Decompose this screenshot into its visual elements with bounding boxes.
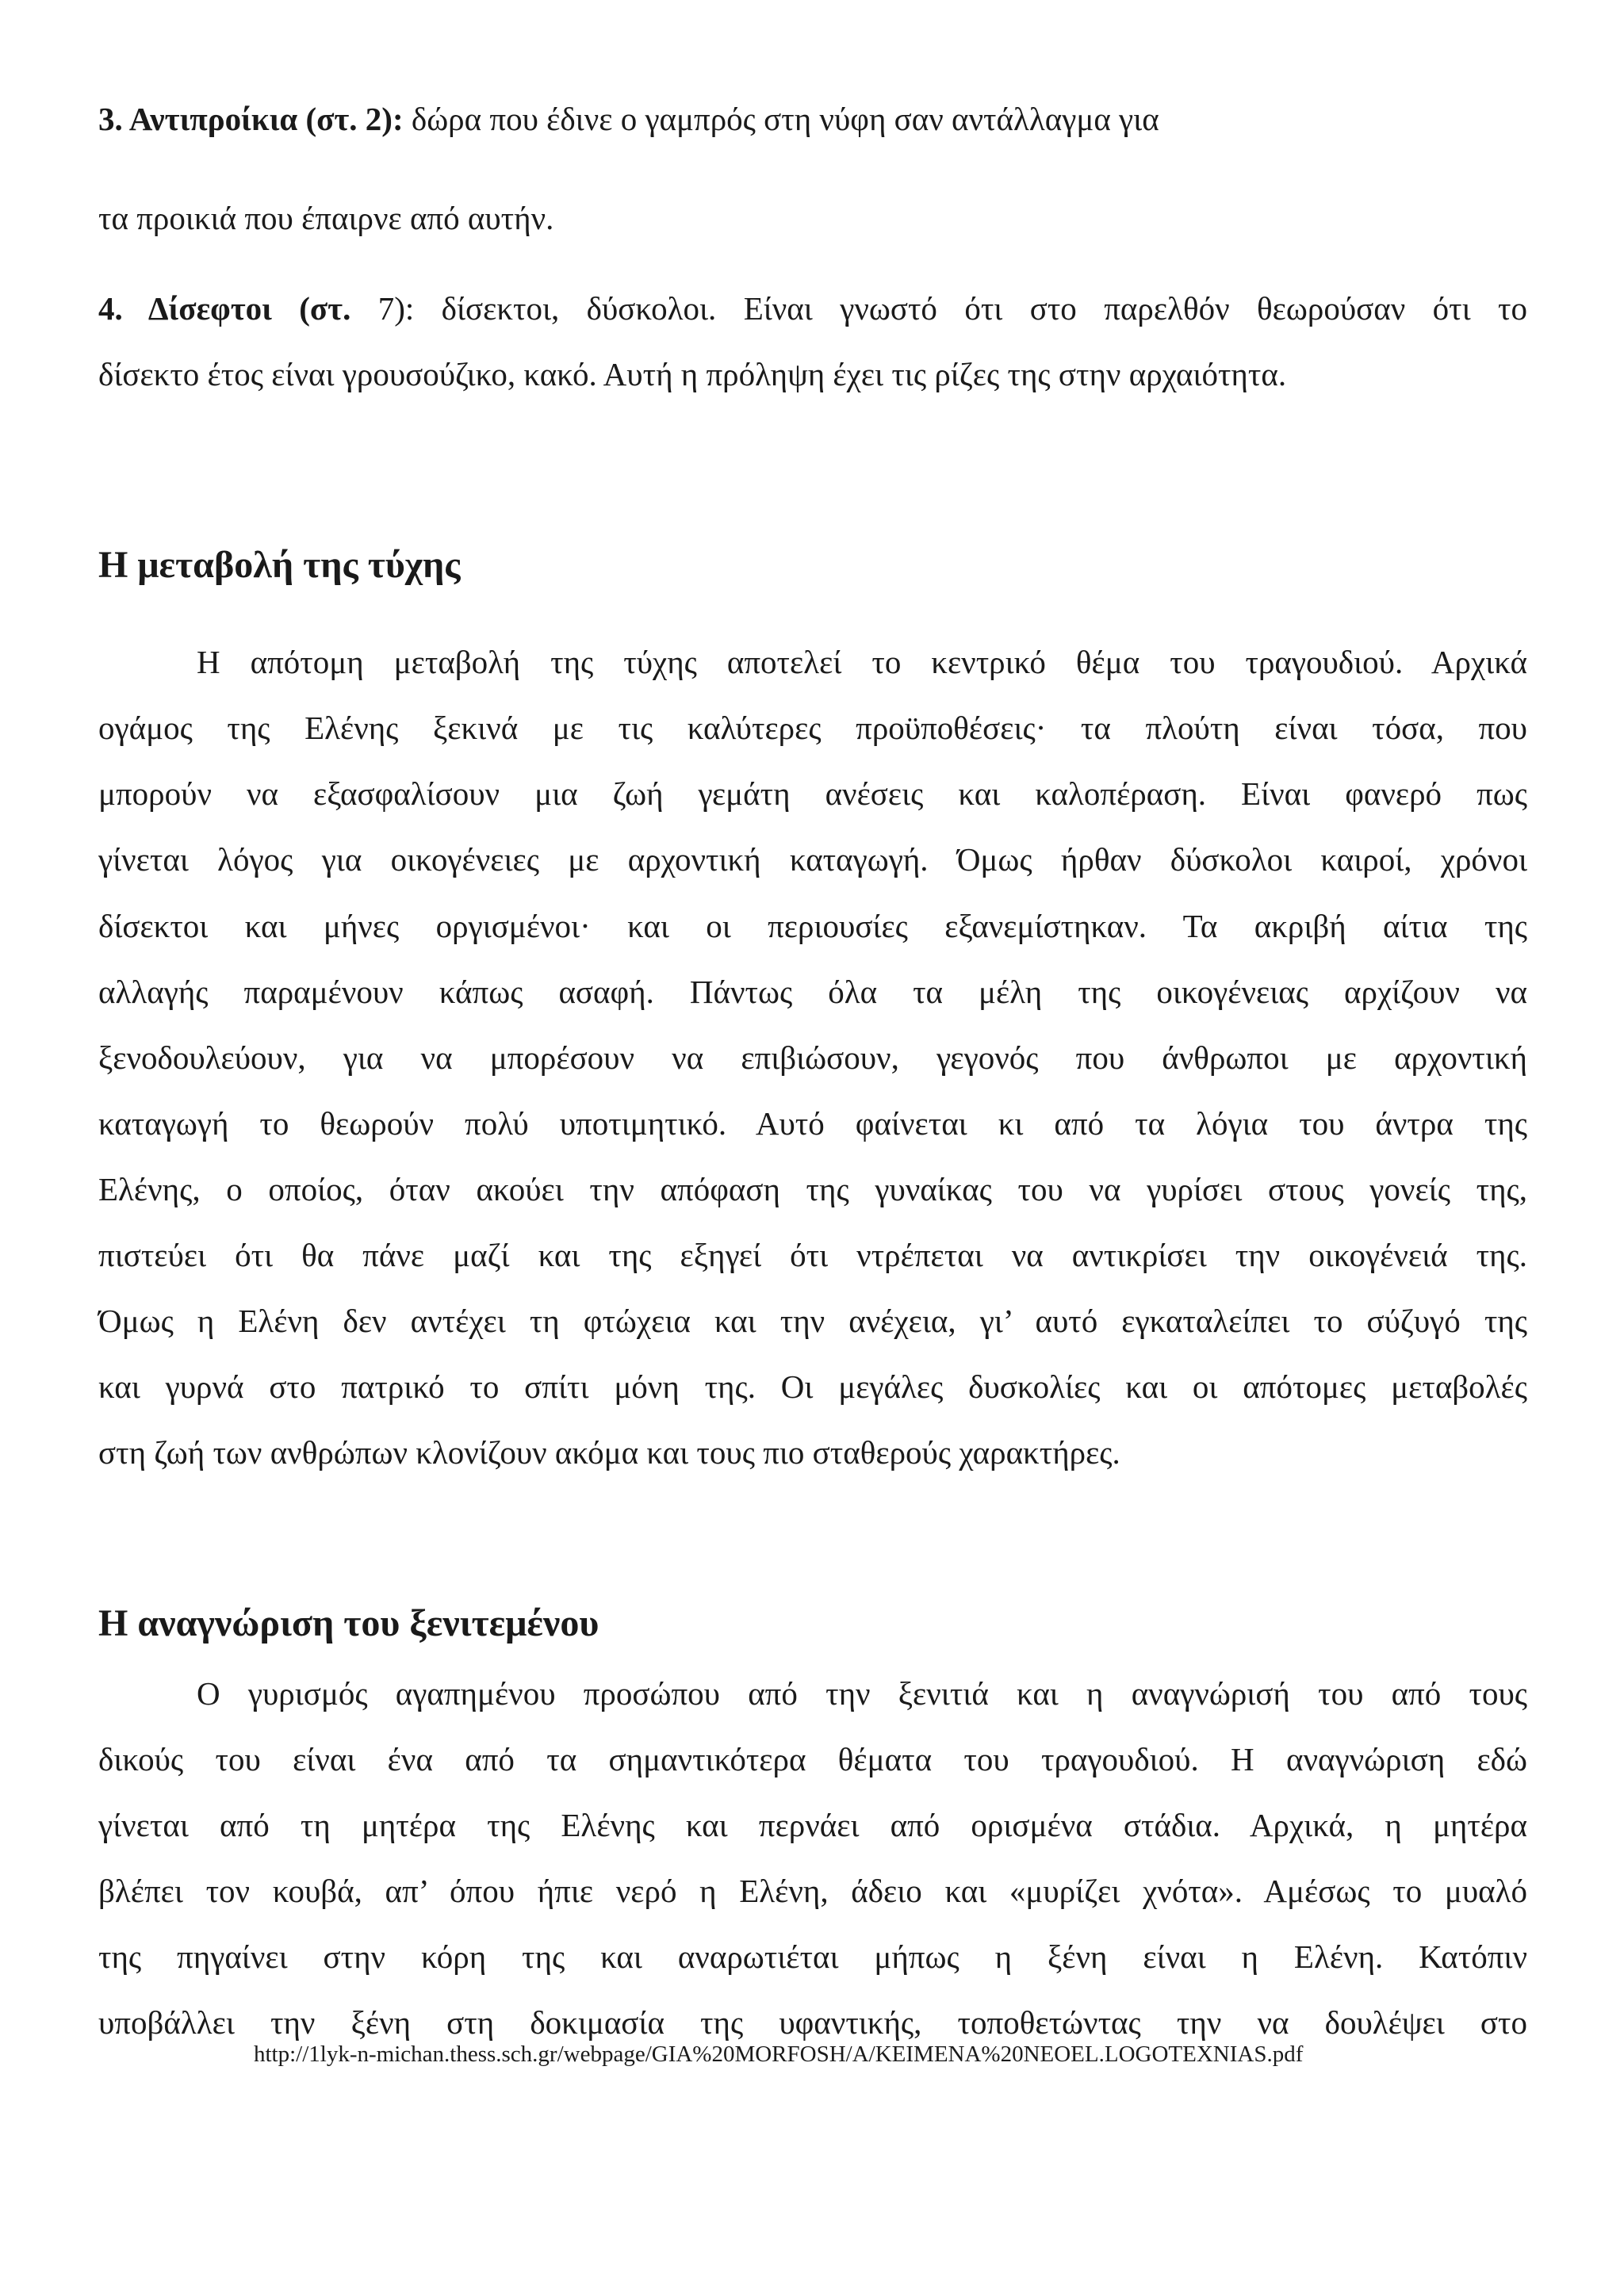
section-1-line: στη ζωή των ανθρώπων κλονίζουν ακόμα και τους πιο σταθερούς χαρακτήρες. bbox=[98, 1434, 1120, 1471]
section-1-line: μπορούν να εξασφαλίσουν μια ζωή γεμάτη ανέσεις και καλοπέραση. Είναι φανερό πως bbox=[98, 775, 1527, 812]
note-4-term: 4. Δίσεφτοι (στ. bbox=[98, 290, 351, 327]
note-4 bbox=[98, 289, 1527, 328]
section-1-title: Η μεταβολή της τύχης bbox=[98, 544, 461, 586]
source-url-footer: http://1lyk-n-michan.thess.sch.gr/webpage/GIA%20MORFOSH/A/KEIMENA%20NEOEL.LOGOTEXNIAS.pdf bbox=[254, 2042, 1304, 2067]
section-2-line: Ο γυρισμός αγαπημένου προσώπου από την ξενιτιά και η αναγνώρισή του από τους bbox=[197, 1675, 1527, 1712]
section-2-line: βλέπει τον κουβά, απ’ όπου ήπιε νερό η Ελένη, άδειο και «μυρίζει χνότα». Αμέσως το μυαλό bbox=[98, 1873, 1527, 1909]
note-4-text: 7): δίσεκτοι, δύσκολοι. Είναι γνωστό ότι στο παρελθόν θεωρούσαν ότι το bbox=[377, 290, 1528, 327]
section-2-line: γίνεται από τη μητέρα της Ελένης και περνάει από ορισμένα στάδια. Αρχικά, η μητέρα bbox=[98, 1807, 1527, 1843]
note-3 bbox=[98, 99, 1159, 139]
section-1-line: και γυρνά στο πατρικό το σπίτι μόνη της. Οι μεγάλες δυσκολίες και οι απότομες μεταβολές bbox=[98, 1368, 1527, 1405]
section-2-line: της πηγαίνει στην κόρη της και αναρωτιέται μήπως η ξένη είναι η Ελένη. Κατόπιν bbox=[98, 1938, 1527, 1975]
section-1-line: ξενοδουλεύουν, για να μπορέσουν να επιβιώσουν, γεγονός που άνθρωποι με αρχοντική bbox=[98, 1039, 1527, 1076]
note-3-term: 3. Αντιπροίκια (στ. 2): bbox=[98, 101, 404, 137]
section-1-line: Όμως η Ελένη δεν αντέχει τη φτώχεια και την ανέχεια, γι’ αυτό εγκαταλείπει το σύζυγό της bbox=[98, 1303, 1527, 1339]
note-4-continuation: δίσεκτο έτος είναι γρουσούζικο, κακό. Αυτή η πρόληψη έχει τις ρίζες της στην αρχαιότητα. bbox=[98, 356, 1287, 392]
section-1-line: αλλαγής παραμένουν κάπως ασαφή. Πάντως όλα τα μέλη της οικογένειας αρχίζουν να bbox=[98, 974, 1527, 1010]
section-1-line: Ελένης, ο οποίος, όταν ακούει την απόφαση της γυναίκας του να γυρίσει στους γονείς της, bbox=[98, 1171, 1527, 1207]
section-1-line: καταγωγή το θεωρούν πολύ υποτιμητικό. Αυτό φαίνεται κι από τα λόγια του άντρα της bbox=[98, 1105, 1527, 1142]
note-3-continuation: τα προικιά που έπαιρνε από αυτήν. bbox=[98, 200, 554, 236]
section-1-line: Η απότομη μεταβολή της τύχης αποτελεί το κεντρικό θέμα του τραγουδιού. Αρχικά bbox=[197, 644, 1527, 680]
section-1-line: πιστεύει ότι θα πάνε μαζί και της εξηγεί ότι ντρέπεται να αντικρίσει την οικογένειά της. bbox=[98, 1237, 1527, 1273]
section-2-line: δικούς του είναι ένα από τα σημαντικότερα θέματα του τραγουδιού. Η αναγνώριση εδώ bbox=[98, 1741, 1527, 1777]
note-3-text: δώρα που έδινε ο γαμπρός στη νύφη σαν αντάλλαγμα για bbox=[411, 101, 1159, 137]
section-2-title: Η αναγνώριση του ξενιτεμένου bbox=[98, 1602, 599, 1644]
section-1-line: ογάμος της Ελένης ξεκινά με τις καλύτερες προϋποθέσεις· τα πλούτη είναι τόσα, που bbox=[98, 710, 1527, 746]
section-2-line: υποβάλλει την ξένη στη δοκιμασία της υφαντικής, τοποθετώντας την να δουλέψει στο bbox=[98, 2004, 1527, 2041]
section-1-line: γίνεται λόγος για οικογένειες με αρχοντική καταγωγή. Όμως ήρθαν δύσκολοι καιροί, χρόνοι bbox=[98, 841, 1527, 878]
section-1-line: δίσεκτοι και μήνες οργισμένοι· και οι περιουσίες εξανεμίστηκαν. Τα ακριβή αίτια της bbox=[98, 908, 1527, 944]
